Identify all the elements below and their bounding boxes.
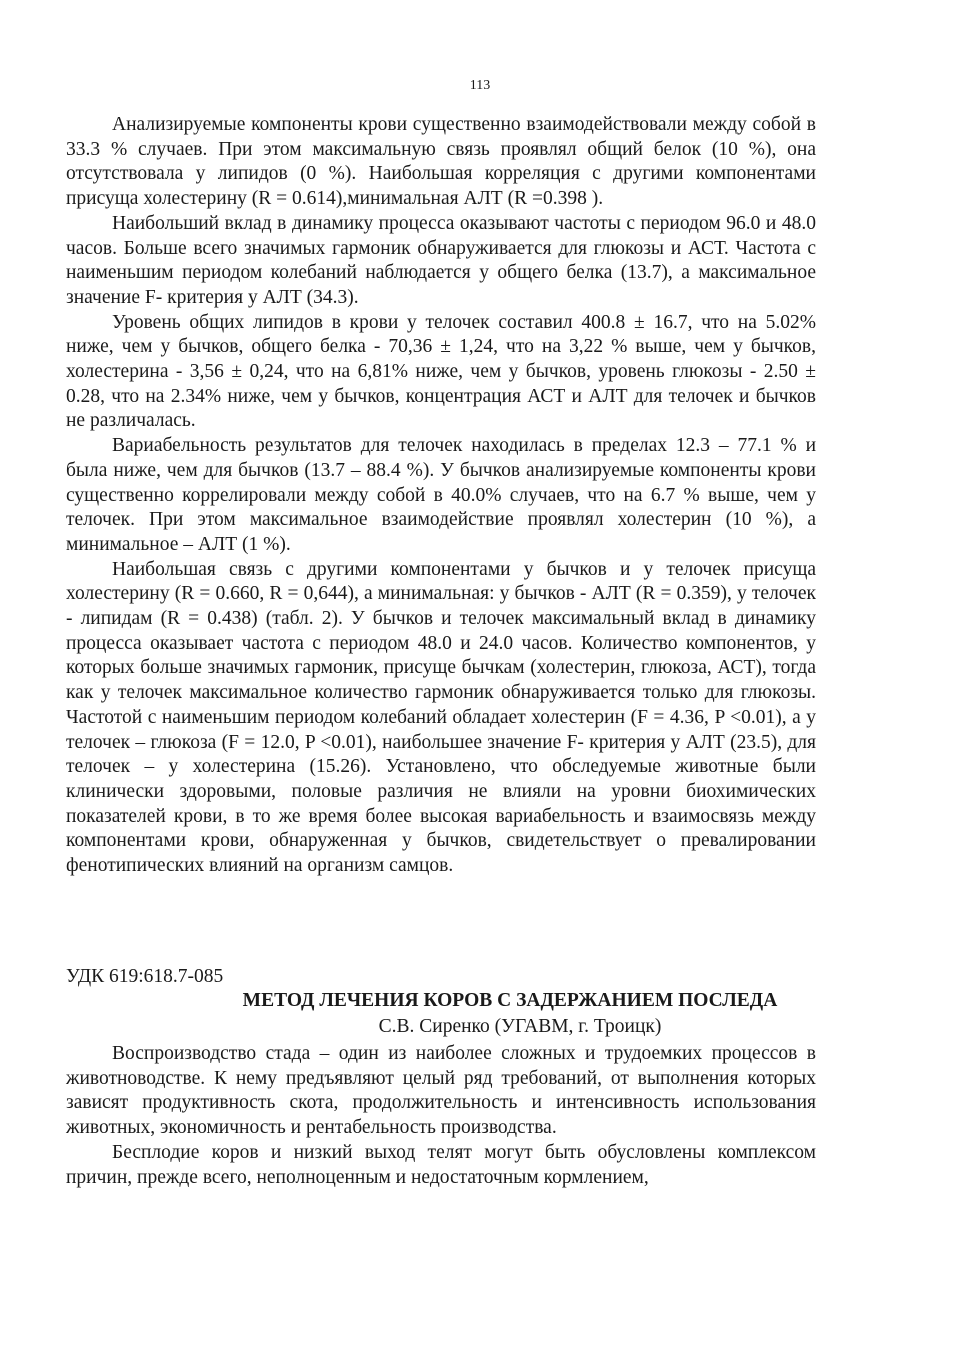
paragraph: Воспроизводство стада – один из наиболее сложных и трудоемких процессов в животноводстве. К нему предъявляют целый ряд требований, от выполнения которых зависят продуктивность скота, продолжительность и интенсивность использования животных, экономичность и рентабельность производства.	[66, 1043, 816, 1139]
udc-code: УДК 619:618.7-085	[66, 966, 224, 987]
article-body	[66, 1042, 816, 1190]
paragraph: Наибольшая связь с другими компонентами у бычков и у телочек присуща холестерину (R = 0.660, R = 0,644), а минимальная: у бычков - АЛТ (R = 0.359), у телочек - липидам (R = 0.438) (табл. 2). У бычков и телочек максимальный вклад в динамику процесса оказывает частота с периодом 48.0 и 24.0 часов. Количество компонентов, у которых больше значимых гармоник, присуще бычкам (холестерин, глюкоза, АСТ), тогда как у телочек максимальное количество гармоник обнаруживается только для глюкозы. Частотой с наименьшим периодом колебаний обладает холестерин (F = 4.36, P <0.01), а у телочек – глюкоза (F = 12.0, P <0.01), наибольшее значение F- критерия у АЛТ (23.5), для телочек – у холестерина (15.26). Установлено, что обследуемые животные были клинически здоровыми, половые различия не влияли на уровни биохимических показателей крови, в то же время более высокая вариабельность и взаимосвязь между компонентами крови, обнаруженная у бычков, свидетельствует о превалировании фенотипических влияний на организм самцов.	[66, 558, 816, 877]
paragraph: Наибольший вклад в динамику процесса оказывают частоты с периодом 96.0 и 48.0 часов. Больше всего значимых гармоник обнаруживается для глюкозы и АСТ. Частота с наименьшим периодом колебаний наблюдается у общего белка (13.7), а максимальное значение F- критерия у АЛТ (34.3).	[66, 212, 816, 308]
article-title: МЕТОД ЛЕЧЕНИЯ КОРОВ С ЗАДЕРЖАНИЕМ ПОСЛЕДА	[242, 990, 778, 1011]
section-body	[66, 113, 816, 879]
article-author: С.В. Сиренко (УГАВМ, г. Троицк)	[378, 1016, 662, 1037]
paragraph: Анализируемые компоненты крови существенно взаимодействовали между собой в 33.3 % случаев. При этом максимальную связь проявлял общий белок (10 %), она отсутствовала у липидов (0 %). Наибольшая корреляция с другими компонентами присуща холестерину (R = 0.614),минимальная АЛТ (R =0.398 ).	[66, 114, 816, 210]
paragraph: Уровень общих липидов в крови у телочек составил 400.8 ± 16.7, что на 5.02% ниже, чем у бычков, общего белка - 70,36 ± 1,24, что на 3,22 % выше, чем у бычков, холестерина - 3,56 ± 0,24, что на 6,81% ниже, чем у бычков, уровень глюкозы - 2.50 ± 0.28, что на 2.34% ниже, чем у бычков, концентрация АСТ и АЛТ для телочек и бычков не различалась.	[66, 311, 816, 432]
paragraph: Вариабельность результатов для телочек находилась в пределах 12.3 – 77.1 % и была ниже, чем для бычков (13.7 – 88.4 %). У бычков анализируемые компоненты крови существенно коррелировали между собой в 40.0% случаев, что на 6.7 % выше, чем у телочек. При этом максимальное взаимодействие проявлял холестерин (10 %), а минимальное – АЛТ (1 %).	[66, 435, 816, 555]
page-number: 113	[469, 78, 491, 93]
paragraph: Бесплодие коров и низкий выход телят могут быть обусловлены комплексом причин, прежде всего, неполноценным и недостаточным кормлением,	[66, 1141, 816, 1188]
